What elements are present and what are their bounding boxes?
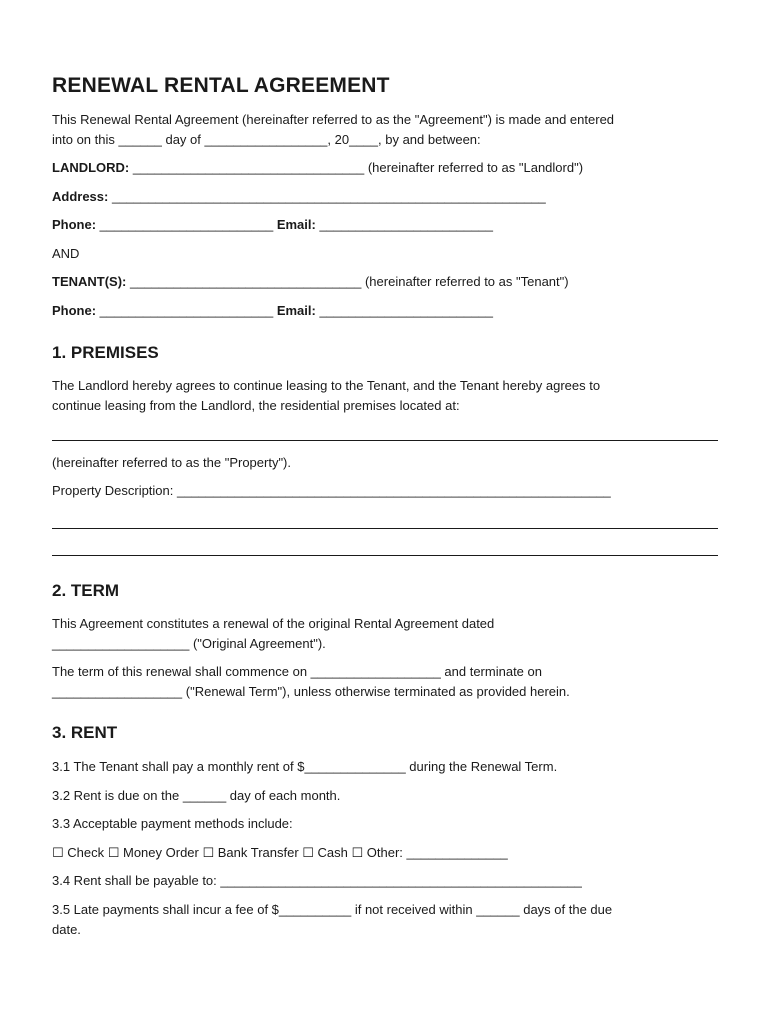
term-line-4[interactable]: __________________ ("Renewal Term"), unless otherwise terminated as provided herein. (52, 684, 570, 699)
tenant-phone-label: Phone: (52, 303, 97, 318)
landlord-label: LANDLORD: (52, 160, 130, 175)
tenant-phone-field[interactable]: ________________________ (96, 303, 277, 318)
landlord-email-label: Email: (276, 217, 316, 232)
tenant-label: TENANT(S): (52, 274, 127, 289)
landlord-phone-field[interactable]: ________________________ (96, 217, 277, 232)
landlord-field[interactable]: ________________________________ (hereinafter referred to as "Landlord") (129, 160, 584, 175)
description-line-2[interactable] (52, 555, 718, 556)
intro-line-2: into on this ______ day of _________________, 20____, by and between: (52, 132, 481, 147)
premises-line-2: continue leasing from the Landlord, the residential premises located at: (52, 398, 460, 413)
landlord-contact-row (52, 215, 493, 235)
term-line-3[interactable]: The term of this renewal shall commence on __________________ and terminate on (52, 664, 542, 679)
premises-address-line[interactable] (52, 440, 718, 441)
term-heading: 2. TERM (52, 581, 120, 600)
document-title: RENEWAL RENTAL AGREEMENT (52, 74, 390, 97)
address-label: Address: (52, 189, 109, 204)
payment-methods-checkboxes[interactable]: ☐ Check ☐ Money Order ☐ Bank Transfer ☐ Cash ☐ Other: ______________ (52, 845, 508, 860)
rent-clause-3-5-line-2: date. (52, 922, 81, 937)
tenant-contact-row (52, 301, 493, 321)
tenant-email-label: Email: (276, 303, 316, 318)
rent-clause-3-2[interactable]: 3.2 Rent is due on the ______ day of each month. (52, 788, 341, 803)
tenant-email-field[interactable]: ________________________ (315, 303, 493, 318)
tenant-field[interactable]: ________________________________ (hereinafter referred to as "Tenant") (126, 274, 569, 289)
property-reference: (hereinafter referred to as the "Property"). (52, 455, 292, 470)
property-description-field[interactable]: Property Description: ____________________________________________________________ (52, 483, 611, 498)
premises-heading: 1. PREMISES (52, 343, 159, 362)
landlord-phone-label: Phone: (52, 217, 97, 232)
term-line-1: This Agreement constitutes a renewal of the original Rental Agreement dated (52, 616, 495, 631)
rent-heading: 3. RENT (52, 723, 118, 742)
rent-clause-3-3: 3.3 Acceptable payment methods include: (52, 816, 293, 831)
and-text: AND (52, 246, 80, 261)
landlord-row (52, 158, 583, 178)
intro-line-1: This Renewal Rental Agreement (hereinafter referred to as the "Agreement") is made and entered (52, 112, 615, 127)
rent-clause-3-1[interactable]: 3.1 The Tenant shall pay a monthly rent of $______________ during the Renewal Term. (52, 759, 558, 774)
description-line-1[interactable] (52, 528, 718, 529)
address-field[interactable]: ____________________________________________________________ (108, 189, 546, 204)
term-line-2[interactable]: ___________________ ("Original Agreement"). (52, 636, 326, 651)
landlord-address-row (52, 187, 546, 207)
landlord-email-field[interactable]: ________________________ (315, 217, 493, 232)
premises-line-1: The Landlord hereby agrees to continue leasing to the Tenant, and the Tenant hereby agrees to (52, 378, 601, 393)
rent-clause-3-5-line-1[interactable]: 3.5 Late payments shall incur a fee of $__________ if not received within ______ days of the due (52, 902, 613, 917)
tenant-row (52, 272, 569, 292)
rent-clause-3-4[interactable]: 3.4 Rent shall be payable to: __________________________________________________ (52, 873, 582, 888)
